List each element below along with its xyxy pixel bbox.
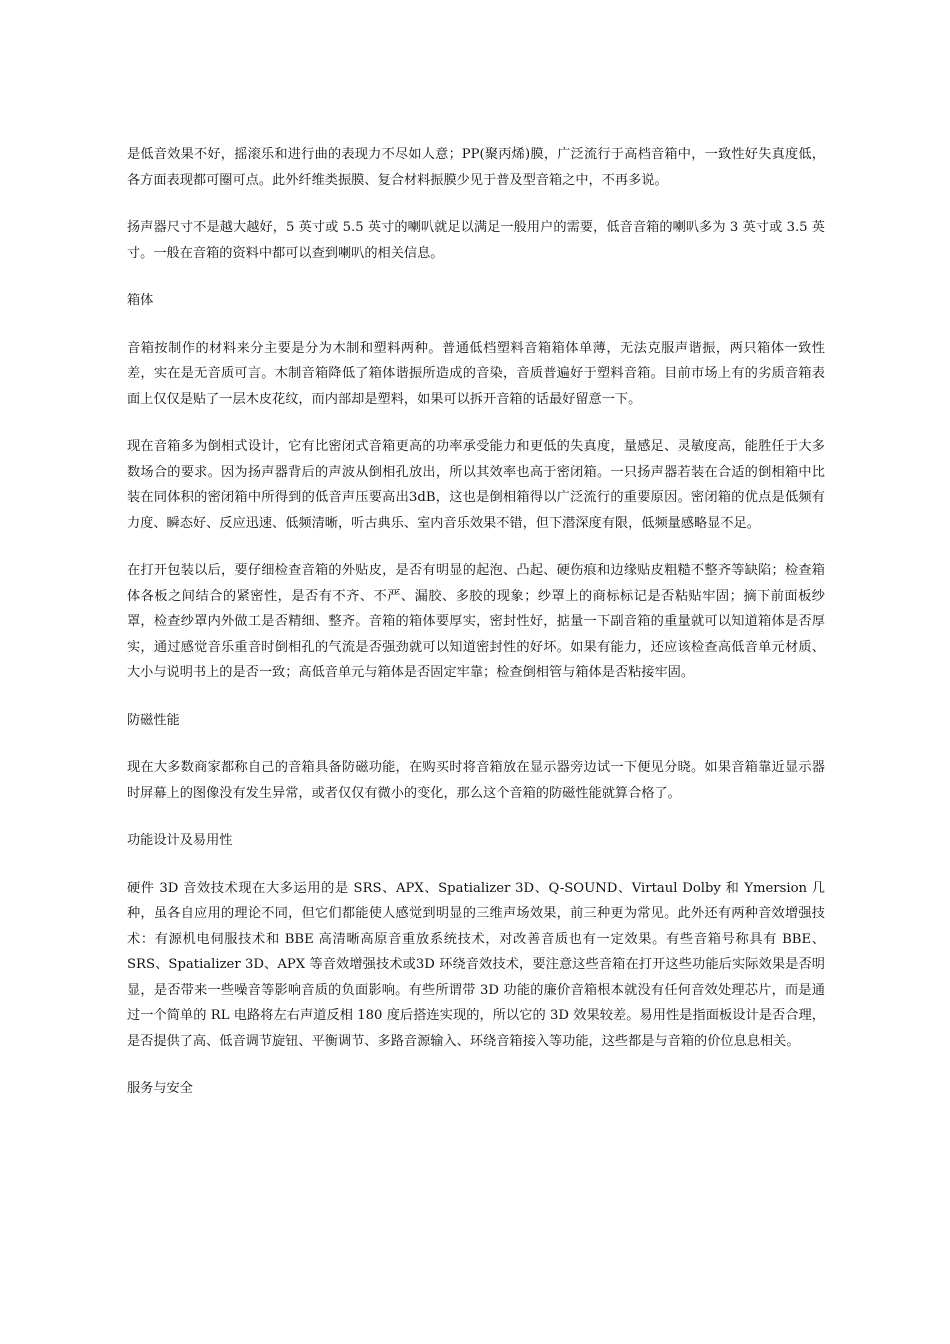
paragraph-diaphragm-materials: 是低音效果不好，摇滚乐和进行曲的表现力不尽如人意；PP(聚丙烯)膜，广泛流行于高档音箱中，一致性好失真度低，各方面表现都可圈可点。此外纤维类振膜、复合材料振膜少见于普及型音箱之中，不再多说。 xyxy=(127,147,825,188)
paragraph-bass-reflex: 现在音箱多为倒相式设计，它有比密闭式音箱更高的功率承受能力和更低的失真度，量感足、灵敏度高，能胜任于大多数场合的要求。因为扬声器背后的声波从倒相孔放出，所以其效率也高于密闭箱。一只扬声器若装在合适的倒相箱中比装在同体积的密闭箱中所得到的低音声压要高出3dB，这也是倒相箱得以广泛流行的重要原因。密闭箱的优点是低频有力度、瞬态好、反应迅速、低频清晰，听古典乐、室内音乐效果不错，但下潜深度有限，低频量感略显不足。 xyxy=(127,439,825,531)
heading-magnetic-shielding: 防磁性能 xyxy=(127,712,180,728)
paragraph-inspection: 在打开包装以后，要仔细检查音箱的外贴皮，是否有明显的起泡、凸起、硬伤痕和边缘贴皮粗糙不整齐等缺陷；检查箱体各板之间结合的紧密性，是否有不齐、不严、漏胶、多胶的现象；纱罩上的商标标记是否粘贴牢固；摘下前面板纱罩，检查纱罩内外做工是否精细、整齐。音箱的箱体要厚实，密封性好，掂量一下副音箱的重量就可以知道箱体是否厚实，通过感觉音乐重音时倒相孔的气流是否强劲就可以知道密封性的好坏。如果有能力，还应该检查高低音单元材质、大小与说明书上的是否一致；高低音单元与箱体是否固定牢靠；检查倒相管与箱体是否粘接牢固。 xyxy=(127,563,825,680)
document-page xyxy=(127,142,825,1124)
heading-service-safety: 服务与安全 xyxy=(127,1081,193,1096)
paragraph-speaker-size: 扬声器尺寸不是越大越好，5 英寸或 5.5 英寸的喇叭就足以满足一般用户的需要，低音音箱的喇叭多为 3 英寸或 3.5 英寸。一般在音箱的资料中都可以查到喇叭的相关信息。 xyxy=(127,220,825,261)
heading-cabinet: 箱体 xyxy=(127,293,154,308)
paragraph-cabinet-materials: 音箱按制作的材料来分主要是分为木制和塑料两种。普通低档塑料音箱箱体单薄，无法克服声谐振，两只箱体一致性差，实在是无音质可言。木制音箱降低了箱体谐振所造成的音染，音质普遍好于塑料音箱。目前市场上有的劣质音箱表面上仅仅是贴了一层木皮花纹，而内部却是塑料，如果可以拆开音箱的话最好留意一下。 xyxy=(127,340,825,407)
heading-function-usability: 功能设计及易用性 xyxy=(127,833,233,848)
paragraph-magnetic-shielding: 现在大多数商家都称自己的音箱具备防磁功能，在购买时将音箱放在显示器旁边试一下便见分晓。如果音箱靠近显示器时屏幕上的图像没有发生异常，或者仅仅有微小的变化，那么这个音箱的防磁性能就算合格了。 xyxy=(127,760,825,801)
paragraph-3d-audio: 硬件 3D 音效技术现在大多运用的是 SRS、APX、Spatializer 3D、Q-SOUND、Virtaul Dolby 和 Ymersion 几种，虽各自应用的理论不同，但它们都能使人感觉到明显的三维声场效果，前三种更为常见。此外还有两种音效增强技术：有源机电伺服技术和 BBE 高清晰高原音重放系统技术，对改善音质也有一定效果。有些音箱号称具有 BBE、SRS、Spatializer 3D、APX 等音效增强技术或3D 环绕音效技术，要注意这些音箱在打开这些功能后实际效果是否明显，是否带来一些噪音等影响音质的负面影响。有些所谓带 3D 功能的廉价音箱根本就没有任何音效处理芯片，而是通过一个简单的 RL 电路将左右声道反相 180 度后搭连实现的，所以它的 3D 效果较差。易用性是指面板设计是否合理，是否提供了高、低音调节旋钮、平衡调节、多路音源输入、环绕音箱接入等功能，这些都是与音箱的价位息息相关。 xyxy=(127,880,825,1049)
